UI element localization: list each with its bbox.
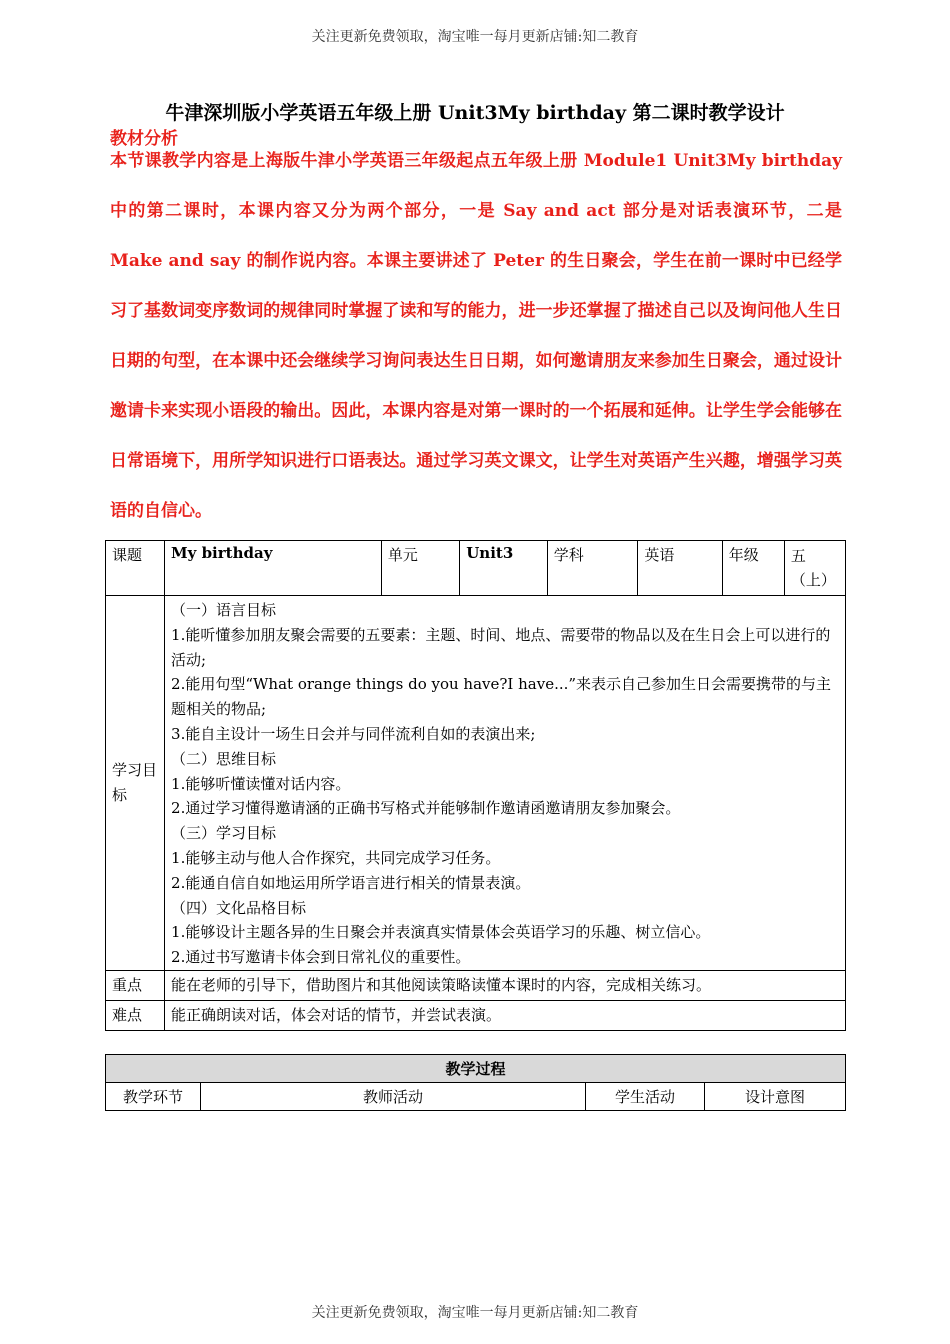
column-header: 教学环节 [106, 1083, 201, 1111]
goal-line: 2.能通自信自如地运用所学语言进行相关的情景表演。 [171, 873, 531, 892]
difficulty-value: 能正确朗读对话，体会对话的情节，并尝试表演。 [165, 1000, 846, 1030]
grade-label: 年级 [722, 541, 784, 596]
goal-line: 1.能够听懂读懂对话内容。 [171, 774, 351, 793]
grade-value: 五（上） [784, 541, 845, 596]
goal-line: 2.通过学习懂得邀请涵的正确书写格式并能够制作邀请函邀请朋友参加聚会。 [171, 799, 681, 818]
unit-label: 单元 [381, 541, 459, 596]
goal-line: （四）文化品格目标 [171, 898, 307, 917]
goal-line: （三）学习目标 [171, 824, 277, 843]
header-note: 关注更新免费领取，淘宝唯一每月更新店铺:知二教育 [311, 29, 639, 45]
column-header: 教师活动 [201, 1083, 586, 1111]
key-value: 能在老师的引导下，借助图片和其他阅读策略读懂本课时的内容，完成相关练习。 [165, 970, 846, 1000]
subject-label: 学科 [547, 541, 638, 596]
column-header: 设计意图 [705, 1083, 846, 1111]
goal-line: 1.能够设计主题各异的生日聚会并表演真实情景体会英语学习的乐趣、树立信心。 [171, 923, 711, 942]
column-header: 学生活动 [586, 1083, 705, 1111]
topic-value: My birthday [165, 541, 382, 596]
goal-line: （一）语言目标 [171, 601, 277, 619]
goal-line: 1.能够主动与他人合作探究，共同完成学习任务。 [171, 848, 501, 867]
topic-label: 课题 [106, 541, 165, 596]
key-label: 重点 [106, 970, 165, 1000]
goal-line: 3.能自主设计一场生日会并与同伴流利自如的表演出来; [171, 724, 536, 743]
page-title: 牛津深圳版小学英语五年级上册 Unit3My birthday 第二课时教学设计 [165, 102, 785, 124]
goal-line: 2.能用句型“What orange things do you have?I have...”来表示自己参加生日会需要携带的与主题相关的物品; [171, 675, 832, 719]
analysis-label: 教材分析 [110, 129, 178, 149]
goals-list [165, 596, 846, 971]
difficulty-label: 难点 [106, 1000, 165, 1030]
process-title: 教学过程 [106, 1055, 846, 1083]
goal-line: 1.能听懂参加朋友聚会需要的五要素：主题、时间、地点、需要带的物品以及在生日会上可以进行的活动; [171, 625, 831, 669]
footer-note: 关注更新免费领取，淘宝唯一每月更新店铺:知二教育 [311, 1305, 639, 1321]
info-table [105, 540, 846, 1031]
process-table [105, 1054, 846, 1111]
goals-label: 学习目标 [106, 596, 165, 971]
goal-line: 2.通过书写邀请卡体会到日常礼仪的重要性。 [171, 948, 471, 967]
analysis-text: 本节课教学内容是上海版牛津小学英语三年级起点五年级上册 Module1 Unit3My birthday 中的第二课时，本课内容又分为两个部分，一是 Say and act 部分是对话表演环节，二是 Make and say 的制作说内容。本课主要讲述了 Peter 的生日聚会，学生在前一课时中已经学习了基数词变序数词的规律同时掌握了读和写的能力，进一步还掌握了描述自己以及询问他人生日日期的句型，在本课中还会继续学习询问表达生日日期，如何邀请朋友来参加生日聚会，通过设计邀请卡来实现小语段的输出。因此，本课内容是对第一课时的一个拓展和延伸。让学生学会能够在日常语境下，用所学知识进行口语表达。通过学习英文课文，让学生对英语产生兴趣，增强学习英语的自信心。 [110, 151, 842, 521]
unit-value: Unit3 [460, 541, 548, 596]
goal-line: （二）思维目标 [171, 749, 277, 768]
subject-value: 英语 [638, 541, 722, 596]
